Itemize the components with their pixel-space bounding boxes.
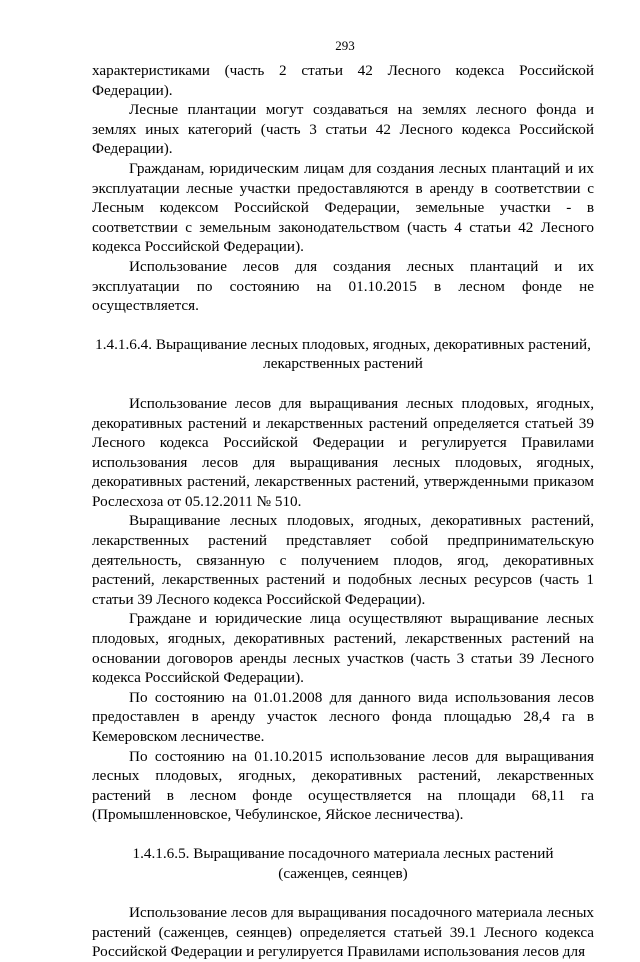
paragraph: Граждане и юридические лица осуществляют выращивание лесных плодовых, ягодных, декоративных растений, лекарственных растений на основании договоров аренды лесных участков (часть 3 статьи 39 Лесного кодекса Российской Федерации).	[92, 610, 594, 687]
spacer	[92, 883, 594, 903]
paragraph: характеристиками (часть 2 статьи 42 Лесного кодекса Российской Федерации).	[92, 62, 594, 99]
paragraph: По состоянию на 01.10.2015 использование лесов для выращивания лесных плодовых, ягодных, декоративных растений, лекарственных растений в лесном фонде осуществляется на площади 68,11 га (Промышленновское, Чебулинское, Яйское лесничества).	[92, 747, 594, 824]
section-heading	[92, 844, 594, 883]
page-number: 293	[335, 38, 355, 53]
spacer	[92, 825, 594, 844]
spacer	[92, 316, 594, 335]
section-heading-line: 1.4.1.6.4. Выращивание лесных плодовых, ягодных, декоративных растений,	[95, 335, 591, 353]
paragraph: Использование лесов для выращивания лесных плодовых, ягодных, декоративных растений и лекарственных растений определяется статьей 39 Лесного кодекса Российской Федерации и регулируется Правилами использования лесов для выращивания лесных плодовых, ягодных, декоративных растений, лекарственных растений, утвержденными приказом Рослесхоза от 05.12.2011 № 510.	[92, 394, 594, 510]
section-heading-line: 1.4.1.6.5. Выращивание посадочного материала лесных растений	[132, 844, 554, 862]
section-heading	[92, 335, 594, 374]
paragraph: Использование лесов для выращивания посадочного материала лесных растений (саженцев, сеянцев) определяется статьей 39.1 Лесного кодекса Российской Федерации и регулируется Правилами использования лесов для	[92, 904, 594, 961]
paragraph: Выращивание лесных плодовых, ягодных, декоративных растений, лекарственных растений представляет собой предпринимательскую деятельность, связанную с получением плодов, ягод, декоративных растений, лекарственных растений и подобных лесных ресурсов (часть 1 статьи 39 Лесного кодекса Российской Федерации).	[92, 512, 594, 608]
spacer	[92, 374, 594, 394]
paragraph: Лесные плантации могут создаваться на землях лесного фонда и землях иных категорий (часть 3 статьи 42 Лесного кодекса Российской Федерации).	[92, 101, 594, 158]
section-heading-line: (саженцев, сеянцев)	[278, 864, 408, 882]
paragraph: Гражданам, юридическим лицам для создания лесных плантаций и их эксплуатации лесные участки предоставляются в аренду в соответствии с Лесным кодексом Российской Федерации, земельные участки - в соответствии с земельным законодательством (часть 4 статьи 42 Лесного кодекса Российской Федерации).	[92, 159, 594, 256]
paragraph: По состоянию на 01.01.2008 для данного вида использования лесов предоставлен в аренду участок лесного фонда площадью 28,4 га в Кемеровском лесничестве.	[92, 688, 594, 745]
document-page	[92, 38, 594, 962]
section-heading-line: лекарственных растений	[263, 355, 423, 373]
paragraph: Использование лесов для создания лесных плантаций и их эксплуатации по состоянию на 01.10.2015 в лесном фонде не осуществляется.	[92, 257, 594, 315]
